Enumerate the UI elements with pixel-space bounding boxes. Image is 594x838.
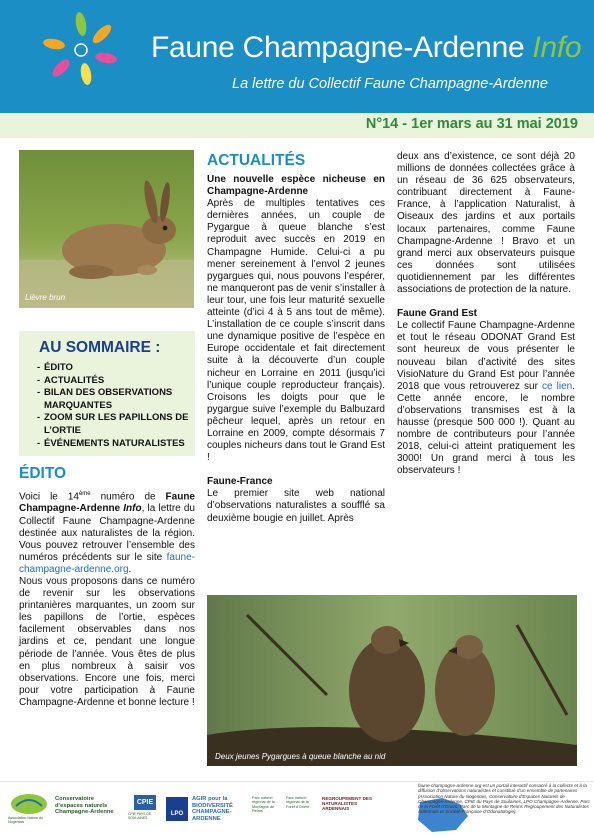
collectif-logo-icon [36, 10, 126, 90]
newsletter-title: Faune Champagne-Ardenne Info [151, 31, 582, 64]
actualites-column [207, 174, 385, 525]
newsletter-subtitle: La lettre du Collectif Faune Champagne-Ardenne [232, 76, 548, 92]
partner-name-pnr-reims: Parc naturel régional de la Montagne de Reims [252, 796, 275, 813]
partner-name-cen: Conservatoire d’espaces naturels Champagne-Ardenne [55, 796, 114, 815]
issue-number: N°14 - 1er mars au 31 mai 2019 [365, 116, 578, 132]
edito-paragraph-1: Voici le 14ème numéro de Faune Champagne-Ardenne Info, la lettre du Collectif Faune Champagne-Ardenne destinée aux naturalistes de la région. Vous pouvez retrouver l’ensemble des numéros précédents sur le site faune-champagne-ardenne.org. [19, 491, 195, 575]
partner-logo-lpo [166, 797, 188, 821]
partner-name-rena: REGROUPEMENT DES NATURALISTES ARDENNAIS [322, 796, 373, 812]
table-of-contents [19, 331, 195, 456]
toc-item-evenements[interactable]: - ÉVÉNEMENTS NATURALISTES [37, 438, 192, 451]
toc-item-edito[interactable]: - ÉDITO [37, 362, 192, 375]
hare-image-icon [19, 150, 194, 308]
edito-body [19, 488, 195, 709]
edito-paragraph-2: Nous vous proposons dans ce numéro de revenir sur les observations printanières marquantes, un zoom sur les papillons de l’ortie, espèces facilement observables dans nos jardins et ce, pendant une longue période de l’année. Vous êtes de plus en plus nombreux à saisir vos observations. Encore une fois, merci pour votre participation à Faune Champagne-Ardenne et bonne lecture ! [19, 575, 195, 708]
eagle-photo-caption: Deux jeunes Pygargues à queue blanche au nid [215, 752, 386, 761]
article-title-grand-est: Faune Grand Est [397, 308, 478, 320]
toc-item-papillons[interactable]: - ZOOM SUR LES PAPILLONS DE L’ORTIE [37, 412, 192, 437]
toc-list [37, 362, 192, 450]
eagles-image-icon [207, 595, 577, 766]
toc-title: AU SOMMAIRE : [39, 339, 161, 356]
partner-name-pnr-orient: Parc naturel régional de la Forêt d’Orient [286, 796, 310, 809]
article-text-faune-france-cont: deux ans d’existence, ce sont déjà 20 millions de données collectées grâce à un réseau de 36 625 observateurs, contribuant directement à Faune-France, à l’application Naturalist, à Oiseaux des jardins et aux portails locaux partenaires, comme Faune Champagne-Ardenne ! Bravo et un grand merci aux observateurs puisque ces données sont utilisées quotidiennement par les différentes associations de protection de la nature. [397, 151, 575, 296]
actualites-heading: ACTUALITÉS [207, 152, 306, 169]
hare-photo-caption: Lièvre brun [25, 293, 66, 302]
footer-note: faune-champagne-ardenne.org est un portail interactif consacré à la collecte et à la diffusion d’observations naturalistes et constitué d’un ensemble de partenaires (Association Nature du Nogentais, Conservatoire d’Espaces Naturels de Champagne-Ardenne, CPIE du Pays de Soulaines, LPO Champagne-Ardenne, Parc de la Forêt d’Orient, Parc de la Montagne de Reims Regroupement des Naturalistes Ardennais et Société Française d’Odonatologie). [418, 783, 590, 815]
hare-photo [19, 150, 194, 308]
masthead [0, 0, 594, 113]
article-title-pygargue: Une nouvelle espèce nicheuse en Champagne-Ardenne [207, 174, 385, 198]
report-link[interactable]: ce lien [542, 380, 573, 392]
eagle-photo [207, 595, 577, 766]
partner-name-cpie: CPIE PAYS DE SOULAINES [128, 812, 152, 820]
article-text-faune-france: Le premier site web national d’observations naturalistes a soufflé sa deuxième bougie en juillet. Après [207, 488, 385, 524]
toc-item-bilan[interactable]: - BILAN DES OBSERVATIONS MARQUANTES [37, 387, 192, 412]
partner-name-agir: AGIR pour la BIODIVERSITÉ CHAMPAGNE-ARDENNE [192, 796, 233, 822]
ann-logo-icon [8, 792, 50, 816]
article-text-pygargue: Après de multiples tentatives ces dernières années, un couple de Pygargue à queue blanche s’est reproduit avec succès en 2019 en Champagne Humide. Celui-ci a pu mener sereinement à l’envol 2 jeunes pygargues qui, nous pouvons l’espérer, ne manqueront pas de venir s’installer à leur tour, une fois leur maturité sexuelle atteinte (d’ici 4 à 5 ans tout de même). L’installation de ce couple s’inscrit dans une dynamique positive de l’espèce en Europe occidentale et fait directement suite à la découverte d’un couple nicheur en Lorraine en 2011 (jusqu’ici l’unique couple reproducteur français). Croisons les doigts pour que le pygargue suive l’exemple du Balbuzard pêcheur lequel, après un retour en Lorraine en 2009, compte désormais 7 couples nicheurs dans tout le Grand Est ! [207, 198, 385, 464]
issue-bar [0, 113, 594, 138]
partner-logo-ann [8, 792, 50, 822]
partner-logo-cpie: CPIE CPIE PAYS DE SOULAINES [128, 795, 162, 825]
partner-name-lpo: LPO [170, 811, 184, 817]
right-column [397, 151, 575, 477]
site-link[interactable]: faune-champagne-ardenne.org [19, 551, 195, 575]
article-text-grand-est: Le collectif Faune Champagne-Ardenne et tout le réseau ODONAT Grand Est sont heureux de vous présenter le nouveau bilan d’activité des sites VisioNature du Grand Est pour l’année 2018 que vous retrouverez sur ce lien. Cette année encore, le nombre d’observations transmises est à la hausse (presque 500 000 !). Quant au nombre de contributeurs pour l’année 2018, celui-ci atteint pratiquement les 3000! Un grand merci à tous les observateurs ! [397, 320, 576, 477]
toc-item-actualites[interactable]: - ACTUALITÉS [37, 375, 192, 388]
partner-name-ann: Association Nature du Nogentais [8, 816, 44, 824]
edito-heading: ÉDITO [19, 465, 67, 482]
article-title-faune-france: Faune-France [207, 476, 273, 488]
